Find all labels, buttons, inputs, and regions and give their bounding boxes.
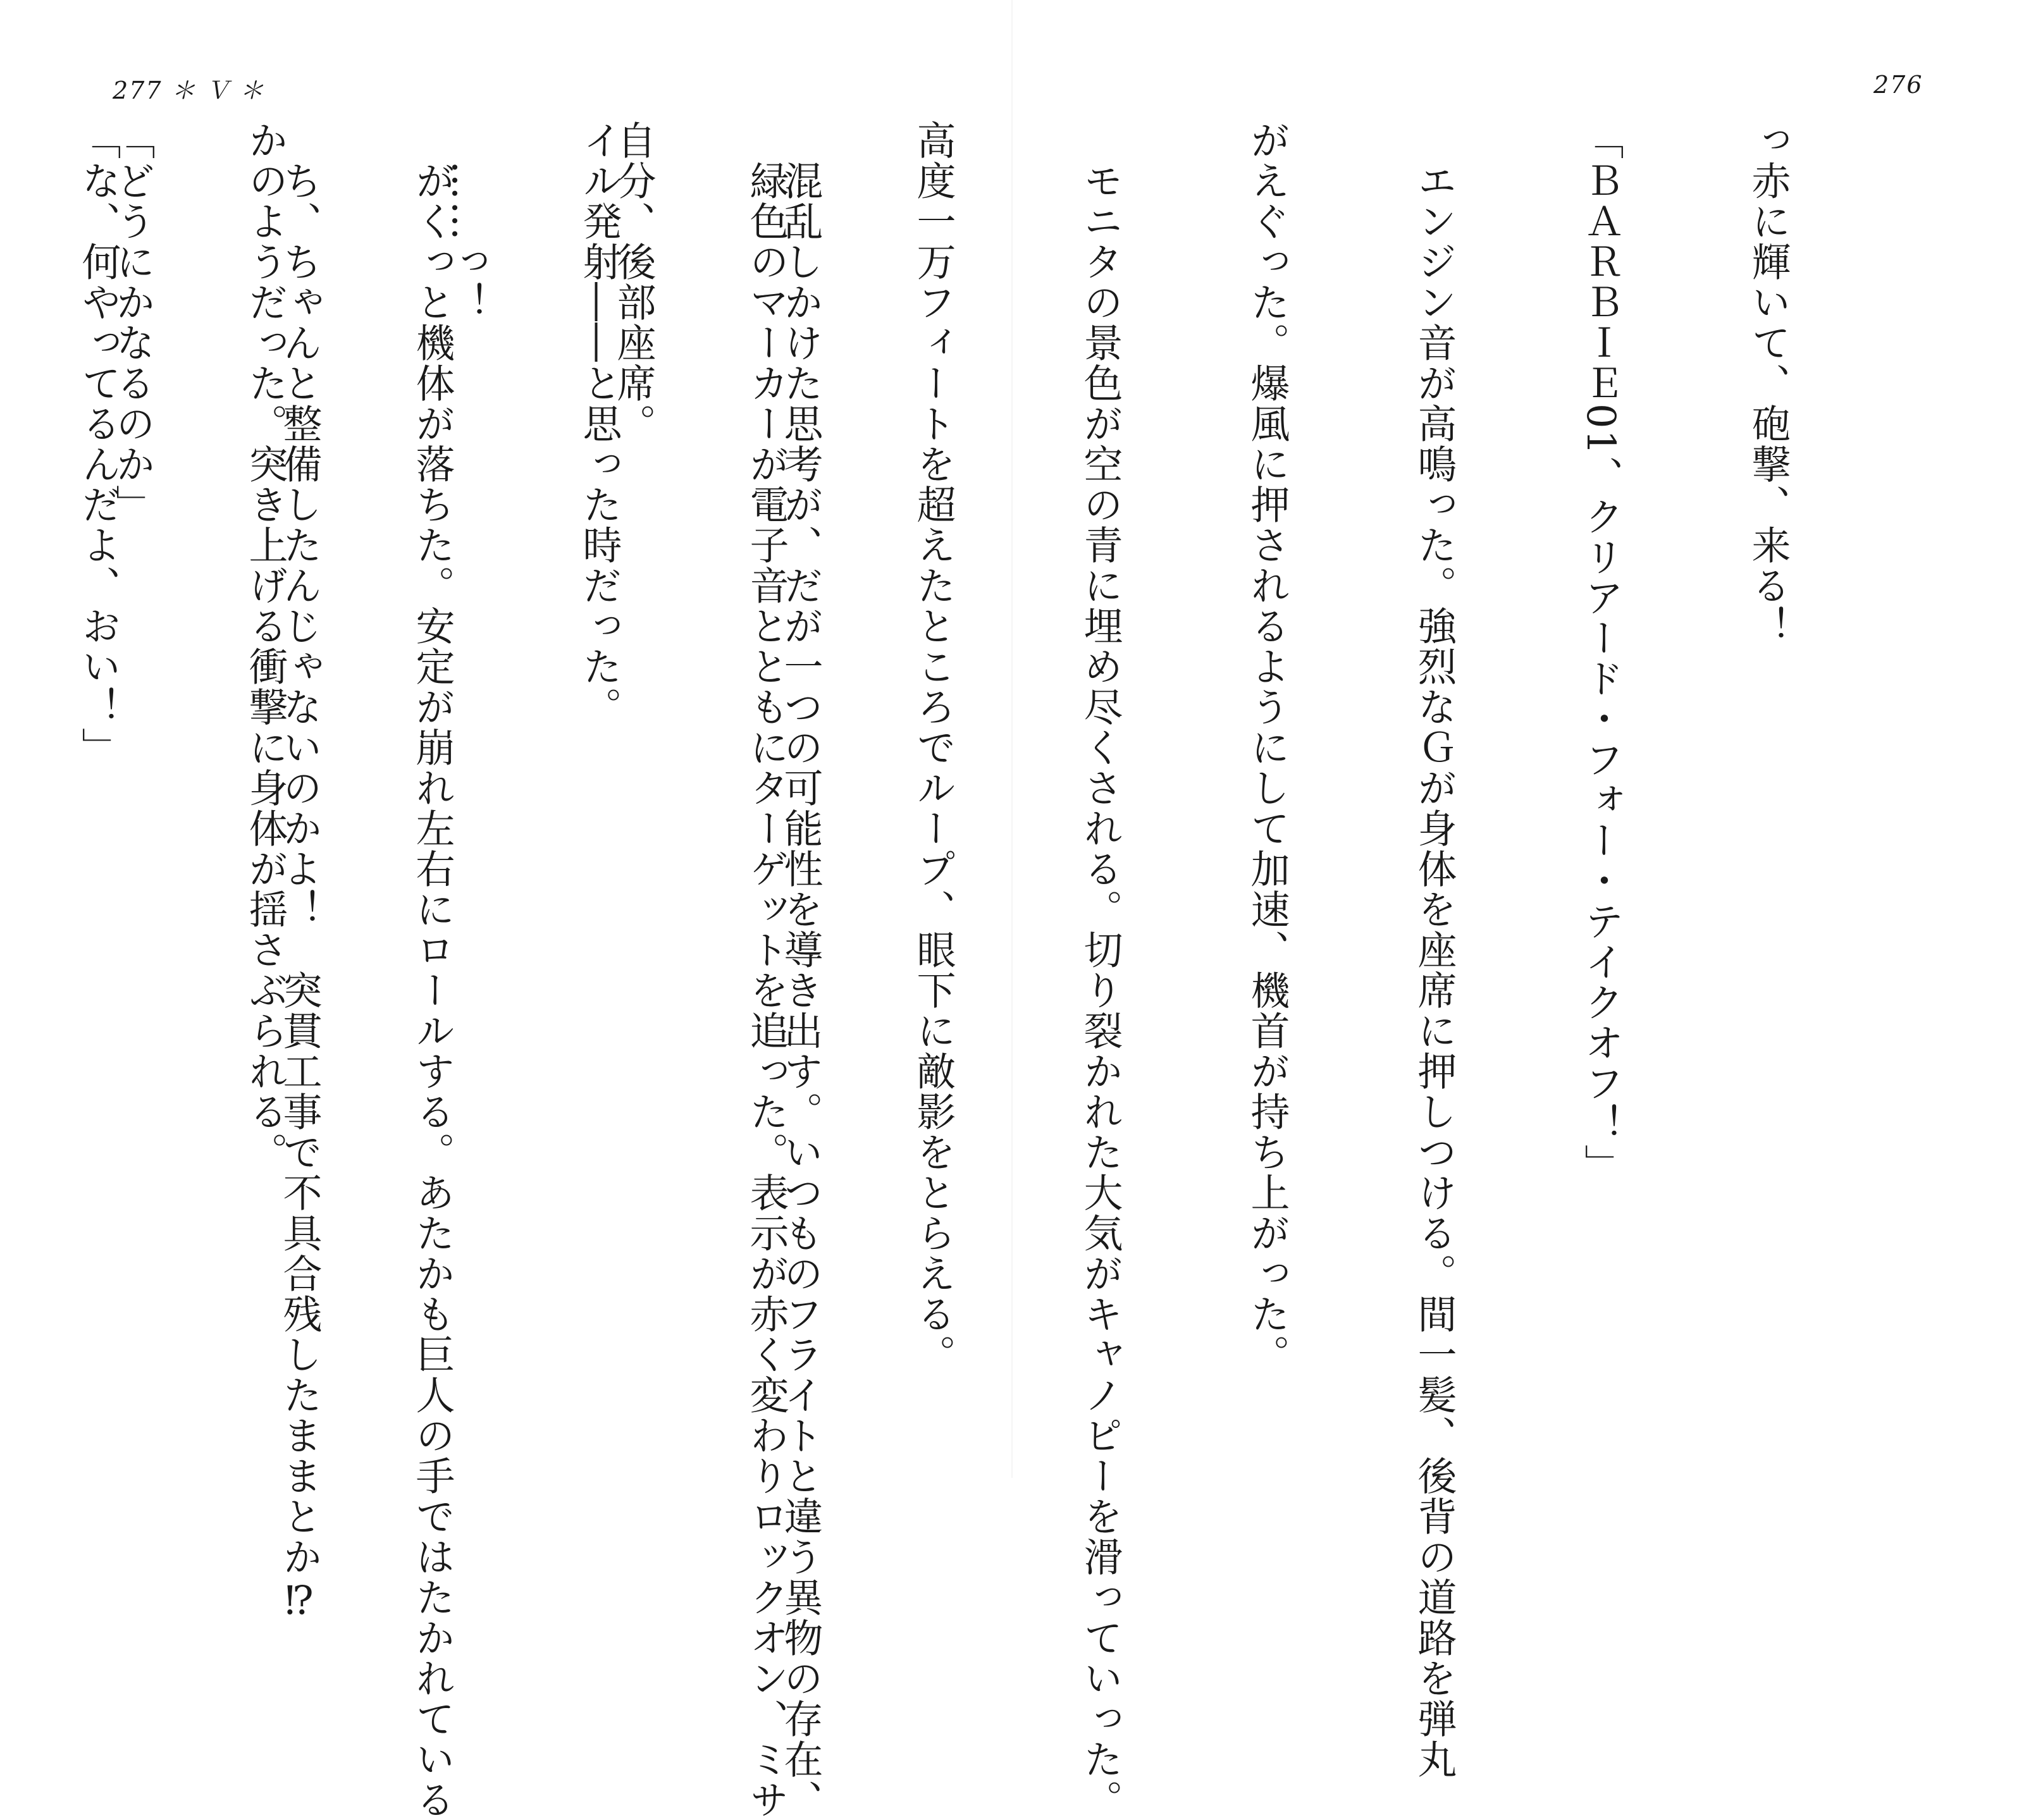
text-line: モニタの景色が空の青に埋め尽くされる。切り裂かれた大気がキャノピーを滑っていった。: [1077, 120, 1123, 1820]
text-line: がくっと機体が落ちた。安定が崩れ左右にロールする。あたかも巨人の手ではたかれている: [409, 120, 455, 1820]
text-line: 「ＢＡＲＢＩＥ01、クリアード・フォー・テイクオフ！」: [1578, 120, 1624, 1184]
text-line: エンジン音が高鳴った。強烈なＧが身体を座席に押しつける。間一髪、後背の道路を弾丸: [1411, 120, 1457, 1780]
text-line: 「どうにかなるのか」: [109, 120, 156, 525]
text-line: かのようだった。突き上げる衝撃に身体が揺さぶられる。: [242, 120, 288, 1172]
text-line: 自分、後部座席。: [610, 120, 657, 444]
text-line: がえぐった。爆風に押されるようにして加速、機首が持ち上がった。: [1244, 120, 1290, 1375]
text-line: 高度一万フィートを超えたところでループ、眼下に敵影をとらえる。: [910, 120, 956, 1375]
right-page-number: 276: [1873, 71, 1923, 99]
text-line: 緑色のマーカーが電子音とともにターゲットを追った。表示が赤く変わりロックオン、ミサ: [743, 120, 789, 1820]
left-page-text: [95, 120, 939, 1820]
text-line: 「な、何やってるんだよ、おい！」: [75, 120, 121, 768]
text-line: イル発射――と思った時だった。: [576, 120, 622, 727]
left-page-header: 277 ＊ Ｖ ＊: [113, 77, 265, 104]
text-line: 混乱しかけた思考が、だが一つの可能性を導き出す。いつものフライトと違う異物の存在、: [777, 120, 824, 1820]
text-line: っ赤に輝いて、砲撃、来る！: [1745, 120, 1791, 646]
text-line: ち、ちゃんと整備したんじゃないのかよ！ 突貫工事で不具合残したままとか⁉: [276, 120, 323, 1625]
text-line: ……っ！: [443, 120, 490, 323]
